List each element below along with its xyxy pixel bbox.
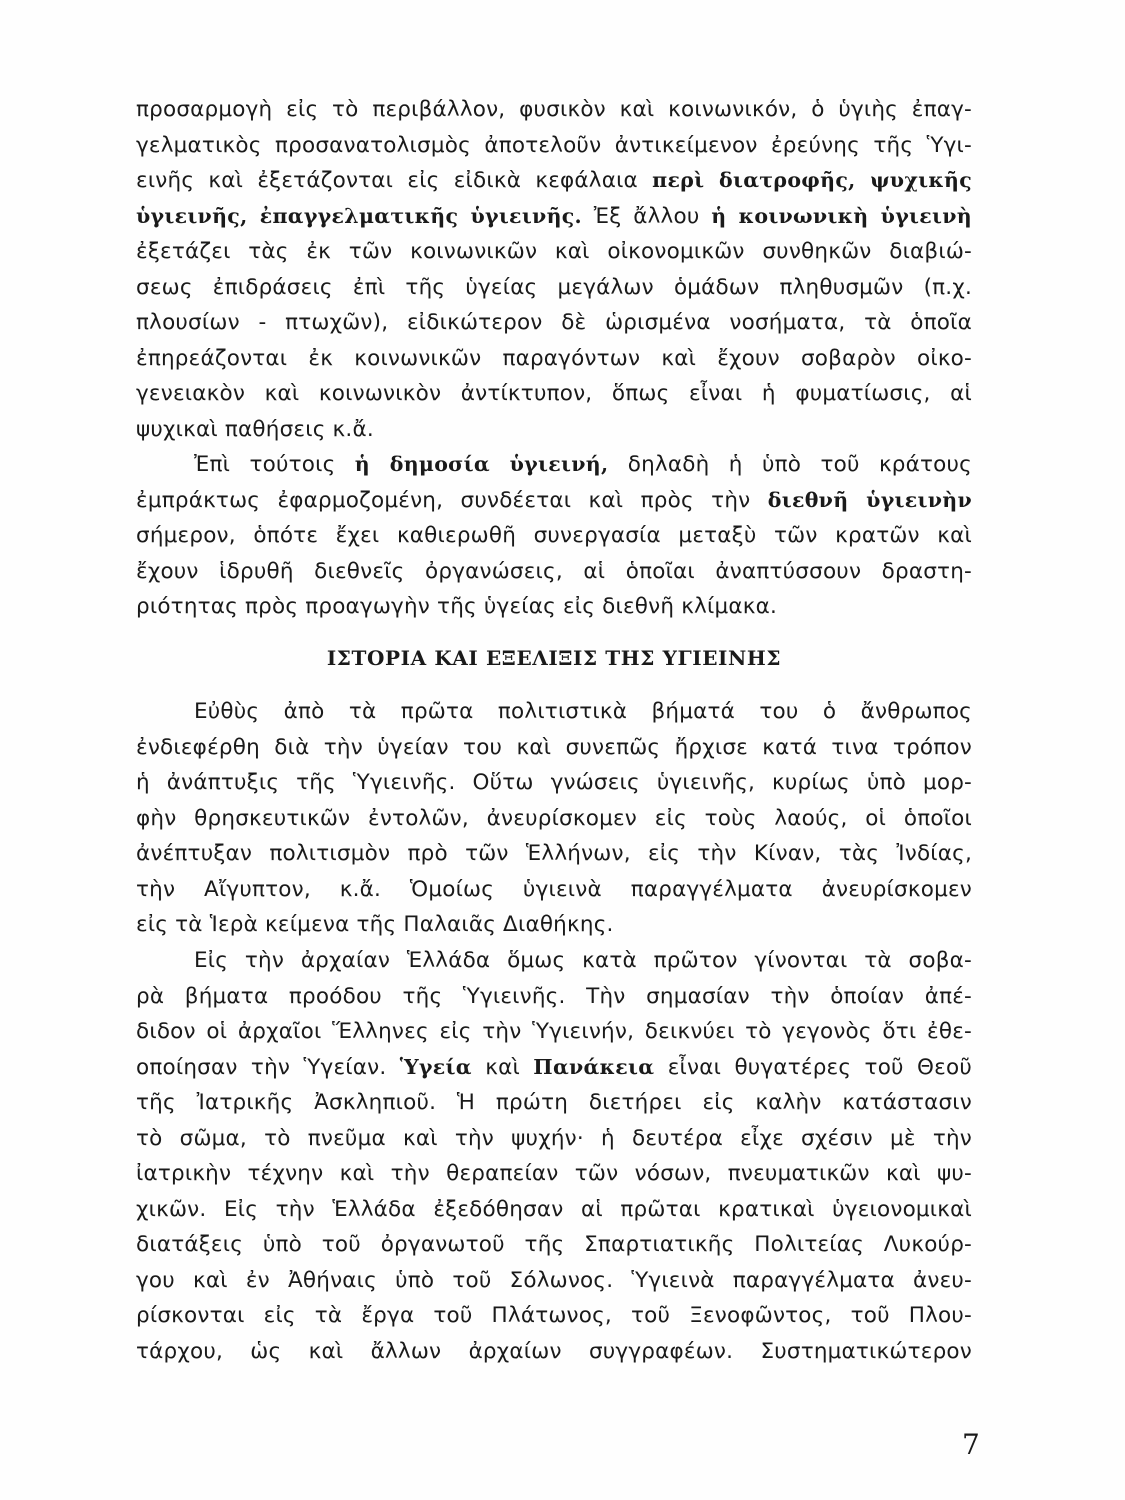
text-line: τῆς Ἰατρικῆς Ἀσκληπιοῦ. Ἡ πρώτη διετήρει εἰς καλὴν κατάστασιν [136,1090,972,1115]
text-line: ἐπηρεάζονται ἐκ κοινωνικῶν παραγόντων καὶ ἔχουν σοβαρὸν οἰκο- [136,345,972,371]
paragraph-1 [136,92,972,447]
bold-term: περὶ διατροφῆς, ψυχικῆς [652,168,972,192]
text-line [136,1050,972,1086]
bold-term: Ὑγεία [399,1054,472,1079]
text-line: ἀνέπτυξαν πολιτισμὸν πρὸ τῶν Ἑλλήνων, εἰς τὴν Κίναν, τὰς Ἰνδίας, [136,841,972,866]
text-line: γελματικὸς προσανατολισμὸς ἀποτελοῦν ἀντικείμενον ἐρεύνης τῆς Ὑγι- [136,132,972,158]
text-line: σεως ἐπιδράσεις ἐπὶ τῆς ὑγείας μεγάλων ὁμάδων πληθυσμῶν (π.χ. [136,274,972,300]
text-line: σήμερον, ὁπότε ἔχει καθιερωθῆ συνεργασία μεταξὺ τῶν κρατῶν καὶ [136,523,972,548]
text-run: Ἐξ ἄλλου [593,203,700,229]
bold-term: ἡ κοινωνικὴ ὑγιεινὴ [711,203,972,228]
text-line: προσαρμογὴ εἰς τὸ περιβάλλον, φυσικὸν καὶ κοινωνικόν, ὁ ὑγιὴς ἐπαγ- [136,97,972,122]
text-line: χικῶν. Εἰς τὴν Ἑλλάδα ἐξεδόθησαν αἱ πρῶται κρατικαὶ ὑγειονομικαὶ [136,1196,972,1222]
text-line: τὴν Αἴγυπτον, κ.ἄ. Ὁμοίως ὑγιεινὰ παραγγέλματα ἀνευρίσκομεν [136,876,972,902]
text-line: ἐνδιεφέρθη διὰ τὴν ὑγείαν του καὶ συνεπῶς ἤρχισε κατά τινα τρόπον [136,734,972,760]
paragraph-2 [136,447,972,625]
text-line: ἐξετάζει τὰς ἐκ τῶν κοινωνικῶν καὶ οἰκονομικῶν συνθηκῶν διαβιώ- [136,239,972,264]
text-run: ἐμπράκτως ἐφαρμοζομένη, συνδέεται καὶ πρὸς τὴν [136,487,751,513]
text-line: Εἰς τὴν ἀρχαίαν Ἑλλάδα ὅμως κατὰ πρῶτον γίνονται τὰ σοβα- [194,948,972,973]
text-line: γενειακὸν καὶ κοινωνικὸν ἀντίκτυπον, ὅπως εἶναι ἡ φυματίωσις, αἱ [136,381,972,406]
text-line: ἰατρικὴν τέχνην καὶ τὴν θεραπείαν τῶν νόσων, πνευματικῶν καὶ ψυ- [136,1161,972,1186]
paragraph-4 [136,943,972,1369]
section-heading: ΙΣΤΟΡΙΑ ΚΑΙ ΕΞΕΛΙΞΙΣ ΤΗΣ ΥΓΙΕΙΝΗΣ [326,646,782,670]
text-line: ψυχικαὶ παθήσεις κ.ἄ. [136,416,374,442]
text-run: οποίησαν τὴν Ὑγείαν. [136,1054,387,1080]
text-line: διδον οἱ ἀρχαῖοι Ἕλληνες εἰς τὴν Ὑγιεινήν, δεικνύει τὸ γεγονὸς ὅτι ἐθε- [136,1019,972,1044]
bold-term: ὑγιεινῆς, ἐπαγγελματικῆς ὑγιεινῆς. [136,203,582,228]
text-line: τὸ σῶμα, τὸ πνεῦμα καὶ τὴν ψυχήν· ἡ δευτέρα εἶχε σχέσιν μὲ τὴν [136,1125,972,1151]
bold-term: διεθνῆ ὑγιεινὴν [767,487,972,512]
text-line: πλουσίων - πτωχῶν), εἰδικώτερον δὲ ὡρισμένα νοσήματα, τὰ ὁποῖα [136,310,972,335]
text-line: ἡ ἀνάπτυξις τῆς Ὑγιεινῆς. Οὕτω γνώσεις ὑγιεινῆς, κυρίως ὑπὸ μορ- [136,770,972,795]
text-run: καὶ [485,1054,520,1080]
text-line: τάρχου, ὡς καὶ ἄλλων ἀρχαίων συγγραφέων. Συστηματικώτερον [136,1338,972,1364]
text-run: εινῆς καὶ ἐξετάζονται εἰς εἰδικὰ κεφάλαια [136,168,638,193]
text-run: δηλαδὴ ἡ ὑπὸ τοῦ κράτους [627,452,972,477]
bold-term: ἡ δημοσία ὑγιεινή, [354,452,609,476]
page-number: 7 [962,1428,980,1461]
text-line [136,447,972,483]
text-line [136,483,972,519]
text-line: ἔχουν ἱδρυθῆ διεθνεῖς ὀργανώσεις, αἱ ὁποῖαι ἀναπτύσσουν δραστη- [136,558,972,584]
text-line: ρὰ βήματα προόδου τῆς Ὑγιεινῆς. Τὴν σημασίαν τὴν ὁποίαν ἀπέ- [136,983,972,1009]
text-line: φὴν θρησκευτικῶν ἐντολῶν, ἀνευρίσκομεν εἰς τοὺς λαούς, οἱ ὁποῖοι [136,805,972,831]
bold-term: Πανάκεια [533,1054,655,1079]
text-line: γου καὶ ἐν Ἀθήναις ὑπὸ τοῦ Σόλωνος. Ὑγιεινὰ παραγγέλματα ἀνευ- [136,1267,972,1293]
text-line: ριότητας πρὸς προαγωγὴν τῆς ὑγείας εἰς διεθνῆ κλίμακα. [136,594,777,619]
text-line: ρίσκονται εἰς τὰ ἔργα τοῦ Πλάτωνος, τοῦ Ξενοφῶντος, τοῦ Πλου- [136,1303,972,1328]
text-run: Ἐπὶ τούτοις [194,452,336,477]
paragraph-3 [136,694,972,943]
text-line [136,199,972,235]
text-line: εἰς τὰ Ἱερὰ κείμενα τῆς Παλαιᾶς Διαθήκης. [136,912,614,937]
text-line [136,163,972,199]
text-line: διατάξεις ὑπὸ τοῦ ὀργανωτοῦ τῆς Σπαρτιατικῆς Πολιτείας Λυκούρ- [136,1232,972,1257]
text-line: Εὐθὺς ἀπὸ τὰ πρῶτα πολιτιστικὰ βήματά του ὁ ἄνθρωπος [194,699,972,724]
text-run: εἶναι θυγατέρες τοῦ Θεοῦ [667,1054,972,1080]
